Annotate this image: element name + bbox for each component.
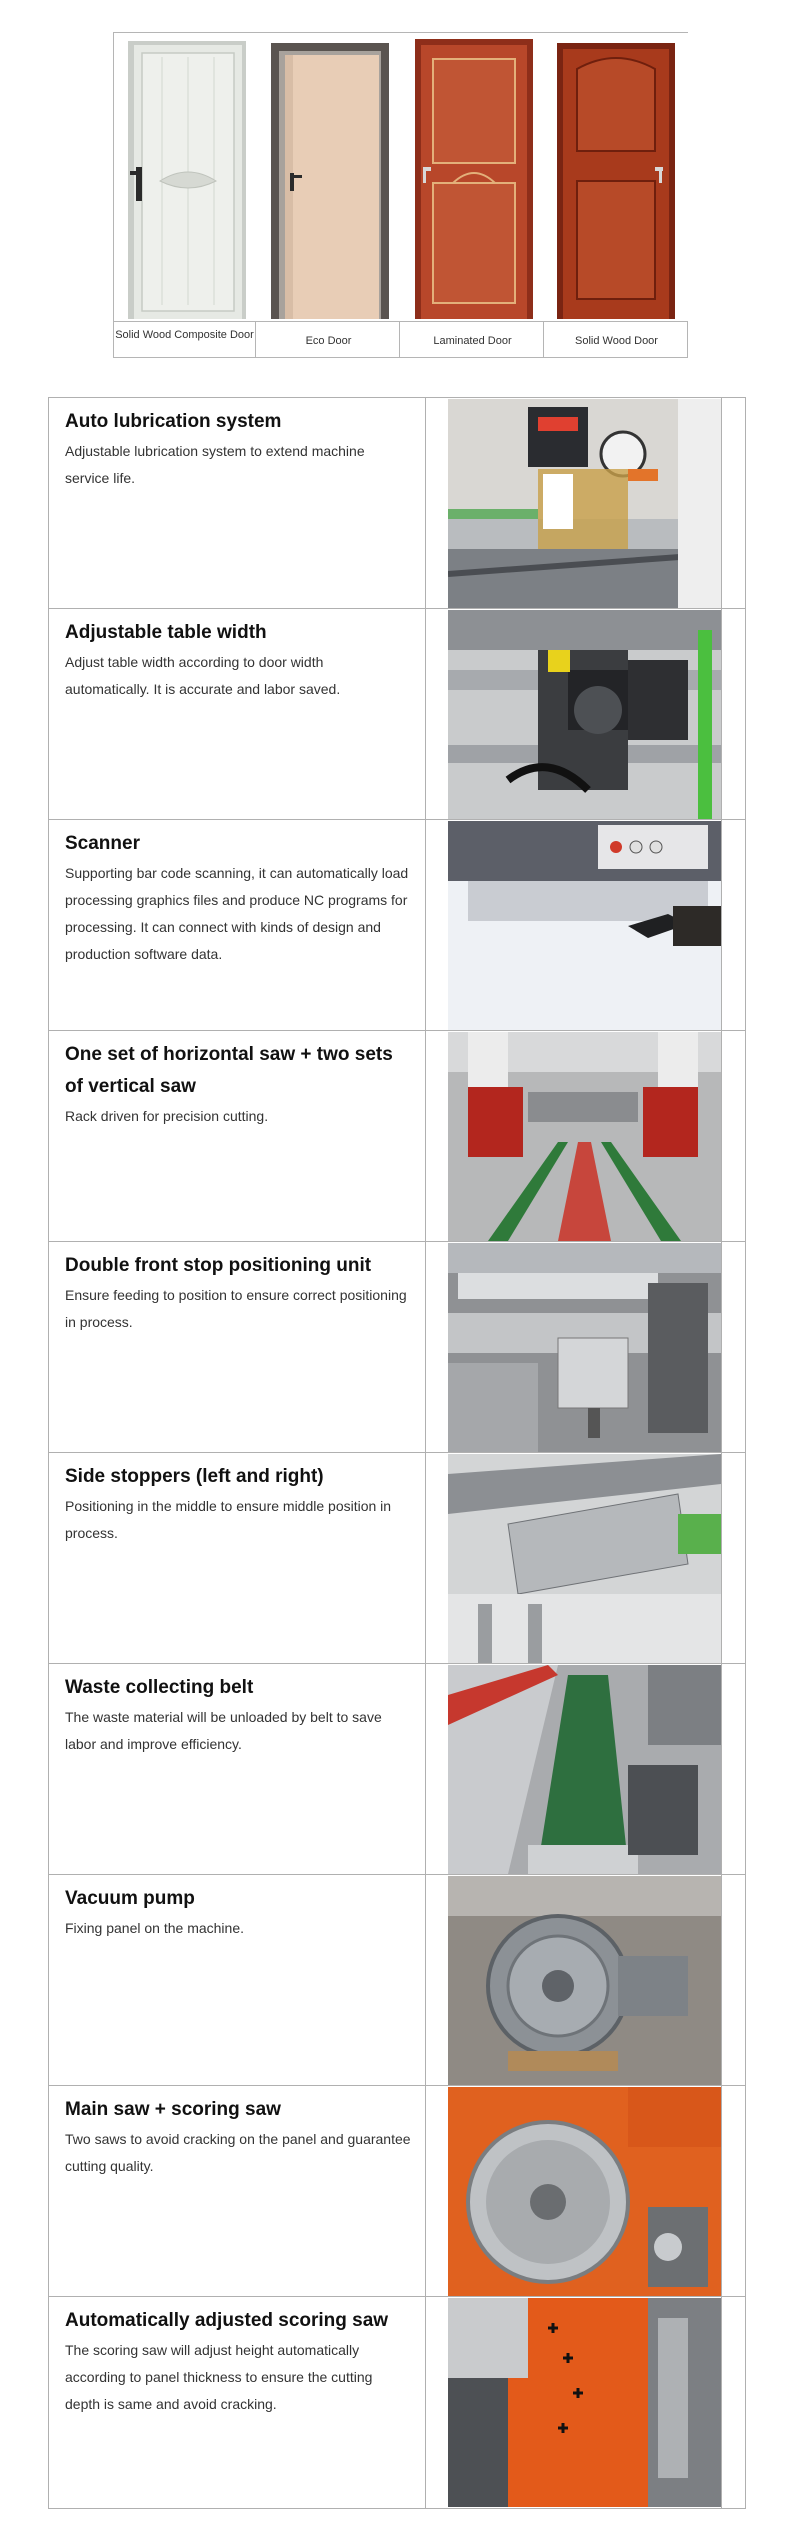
door-cell <box>113 33 256 358</box>
feature-description: The waste material will be unloaded by belt to save labor and improve efficiency. <box>65 1709 382 1752</box>
door-caption: Solid Wood Door <box>575 335 658 347</box>
side-stopper-photo <box>448 1454 721 1663</box>
feature-title: Adjustable table width <box>65 622 267 643</box>
door-types-table <box>113 32 688 358</box>
feature-row <box>49 1453 745 1664</box>
feature-title: Scanner <box>65 833 140 854</box>
feature-row <box>49 1875 745 2086</box>
feature-title: Automatically adjusted scoring saw <box>65 2310 389 2331</box>
white-paneled-door-image <box>114 33 257 321</box>
barcode-scanner-photo <box>448 821 721 1030</box>
feature-description: Adjustable lubrication system to extend machine service life. <box>65 443 365 486</box>
feature-description: Two saws to avoid cracking on the panel and guarantee cutting quality. <box>65 2131 411 2174</box>
feature-title: Waste collecting belt <box>65 1677 254 1698</box>
feature-description: Adjust table width according to door width automatically. It is accurate and labor saved. <box>65 654 341 697</box>
door-cell <box>401 33 544 358</box>
door-cell <box>257 33 400 358</box>
door-caption: Eco Door <box>305 335 352 347</box>
feature-description: Fixing panel on the machine. <box>65 1920 244 1936</box>
feature-row <box>49 609 745 820</box>
green-conveyor-belt-photo <box>448 1665 721 1874</box>
red-laminated-door-image <box>401 33 544 321</box>
feature-table <box>48 397 746 2509</box>
door-cell <box>545 33 688 358</box>
feature-title: Auto lubrication system <box>65 411 282 432</box>
feature-title: Side stoppers (left and right) <box>65 1466 324 1487</box>
vacuum-blower-photo <box>448 1876 721 2085</box>
beige-flat-door-image <box>257 33 400 321</box>
feature-row <box>49 2297 745 2508</box>
red-solid-wood-door-image <box>545 33 688 321</box>
door-caption: Solid Wood Composite Door <box>115 329 254 341</box>
feature-title: Double front stop positioning unit <box>65 1255 372 1276</box>
feature-description: Ensure feeding to position to ensure correct positioning in process. <box>65 1287 407 1330</box>
orange-scoring-saw-photo <box>448 2298 721 2507</box>
feature-row <box>49 2086 745 2297</box>
feature-row <box>49 1242 745 1453</box>
feature-description: Supporting bar code scanning, it can automatically load processing graphics files and produce NC programs for processing. It can connect with kinds of design and production software data. <box>65 865 409 962</box>
saw-blade-photo <box>448 2087 721 2296</box>
table-width-motor-photo <box>448 610 721 819</box>
lubrication-pump-photo <box>448 399 721 608</box>
feature-description: Rack driven for precision cutting. <box>65 1108 269 1124</box>
feature-title: One set of horizontal saw + two sets of vertical saw <box>65 1044 393 1097</box>
door-caption: Laminated Door <box>433 335 512 347</box>
feature-row <box>49 1031 745 1242</box>
feature-row <box>49 1664 745 1875</box>
feature-title: Vacuum pump <box>65 1888 195 1909</box>
feature-description: The scoring saw will adjust height automatically according to panel thickness to ensure the cutting depth is same and avoid cracking. <box>65 2342 373 2412</box>
feature-row <box>49 398 745 609</box>
feature-row <box>49 820 745 1031</box>
feature-title: Main saw + scoring saw <box>65 2099 281 2120</box>
feature-description: Positioning in the middle to ensure middle position in process. <box>65 1498 392 1541</box>
saw-units-photo <box>448 1032 721 1241</box>
front-stop-cylinder-photo <box>448 1243 721 1452</box>
